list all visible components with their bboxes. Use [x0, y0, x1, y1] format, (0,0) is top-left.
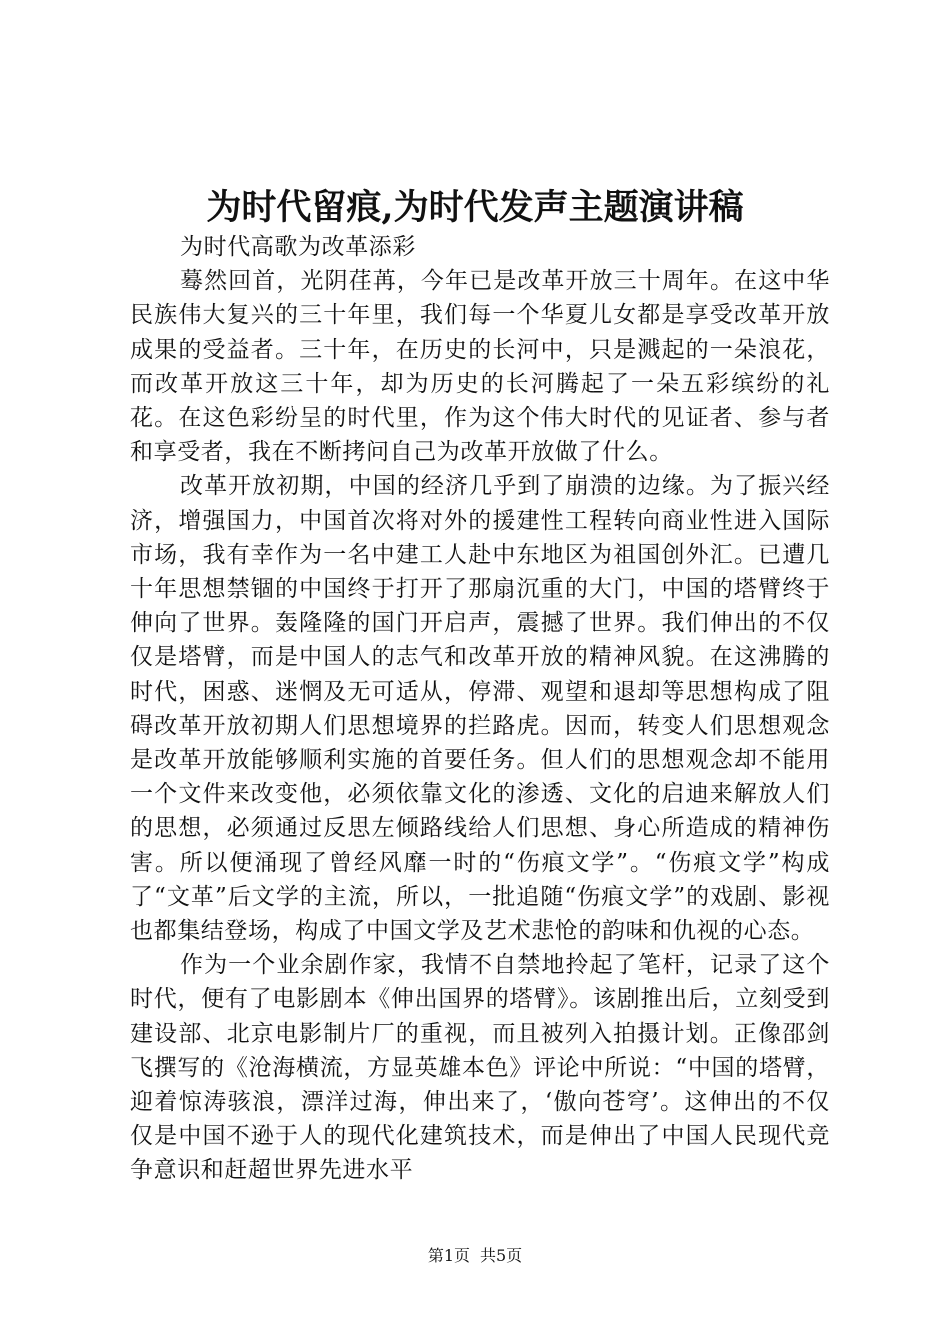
page-number: 第1页 — [427, 1246, 470, 1265]
document-title: 为时代留痕,为时代发声主题演讲稿 — [206, 187, 744, 228]
paragraph-3: 作为一个业余剧作家，我情不自禁地拎起了笔杆，记录了这个时代，便有了电影剧本《伸出国界的塔臂》。该剧推出后，立刻受到建设部、北京电影制片厂的重视，而且被列入拍摄计划。正像邵剑飞撰写的《沧海横流，方显英雄本色》评论中所说：“中国的塔臂，迎着惊涛骇浪，漂洋过海，伸出来了，‘傲向苍穹’。这伸出的不仅仅是中国不逊于人的现代化建筑技术，而是伸出了中国人民现代竞争意识和赶超世界先进水平 — [130, 952, 830, 1184]
document-subtitle: 为时代高歌为改革添彩 — [180, 234, 416, 260]
document-body — [130, 230, 830, 1188]
page-total: 共5页 — [480, 1246, 523, 1265]
page-footer — [0, 1244, 950, 1268]
paragraph-1: 蓦然回首，光阴荏苒，今年已是改革开放三十周年。在这中华民族伟大复兴的三十年里，我们每一个华夏儿女都是享受改革开放成果的受益者。三十年，在历史的长河中，只是溅起的一朵浪花，而改革开放这三十年，却为历史的长河腾起了一朵五彩缤纷的礼花。在这色彩纷呈的时代里，作为这个伟大时代的见证者、参与者和享受者，我在不断拷问自己为改革开放做了什么。 — [130, 268, 830, 466]
paragraph-2: 改革开放初期，中国的经济几乎到了崩溃的边缘。为了振兴经济，增强国力，中国首次将对外的援建性工程转向商业性进入国际市场，我有幸作为一名中建工人赴中东地区为祖国创外汇。已遭几十年思想禁锢的中国终于打开了那扇沉重的大门，中国的塔臂终于伸向了世界。轰隆隆的国门开启声，震撼了世界。我们伸出的不仅仅是塔臂，而是中国人的志气和改革开放的精神风貌。在这沸腾的时代，困惑、迷惘及无可适从，停滞、观望和退却等思想构成了阻碍改革开放初期人们思想境界的拦路虎。因而，转变人们思想观念是改革开放能够顺利实施的首要任务。但人们的思想观念却不能用一个文件来改变他，必须依靠文化的渗透、文化的启迪来解放人们的思想，必须通过反思左倾路线给人们思想、身心所造成的精神伤害。所以便涌现了曾经风靡一时的“伤痕文学”。“伤痕文学”构成了“文革”后文学的主流，所以，一批追随“伤痕文学”的戏剧、影视也都集结登场，构成了中国文学及艺术悲怆的韵味和仇视的心态。 — [130, 473, 830, 945]
